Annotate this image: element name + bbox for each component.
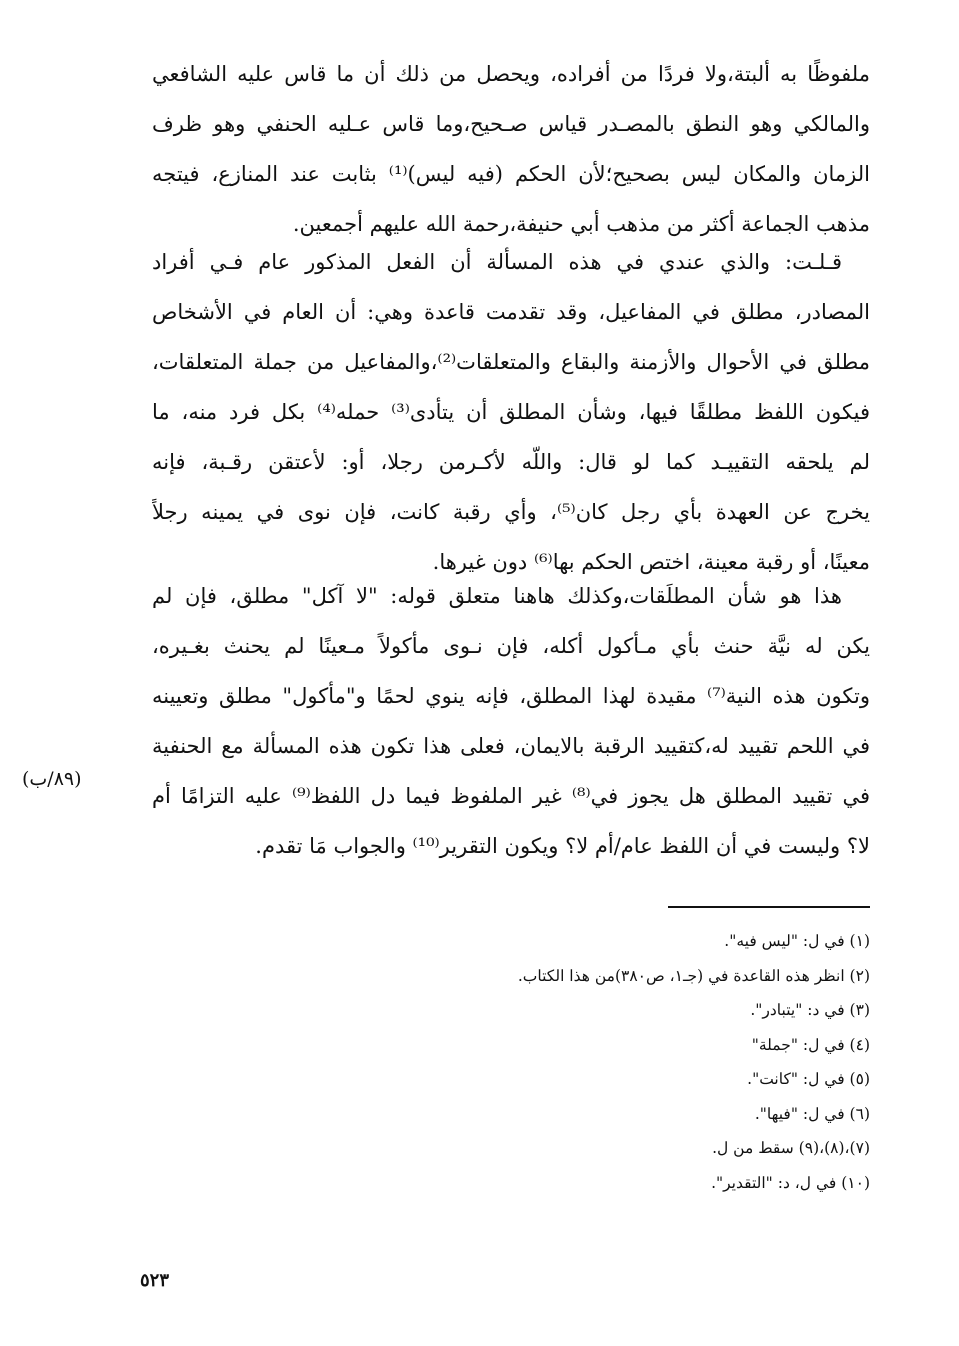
page-number: ٥٢٣ [140, 1270, 170, 1291]
text-line: فيكون اللفظ مطلقًا فيها، وشأن المطلق أن يتأدى⁽³⁾ حمله⁽⁴⁾ بكل فرد منه، ما [152, 400, 870, 424]
paragraph-1 [152, 49, 870, 249]
text-line: قـلـت: والذي عندي في هذه المسألة أن الفعل المذكور عام فـي أفراد [152, 250, 842, 274]
footnote-item: (١٠) في ل، د: "التقدير". [711, 1173, 870, 1192]
text-line: يخرج عن العهدة بأي رجل كان⁽⁵⁾، وأي رقبة كانت، فإن نوى في يمينه رجلاً [152, 500, 870, 524]
text-line: الزمان والمكان ليس بصحيح؛لأن الحكم (فيه ليس)⁽¹⁾ بثابت عند المنازع، فيتجه [152, 162, 870, 186]
text-line: في تقييد المطلق هل يجوز في⁽⁸⁾ غير الملفوظ فيما دل اللفظ⁽⁹⁾ عليه التزامًا أم [152, 784, 870, 808]
footnote-item: (٢) انظر هذه القاعدة في (جـ١، ص٣٨٠)من هذا الكتاب. [517, 966, 870, 985]
footnote-item: (١) في ل: "ليس فيه". [724, 932, 870, 950]
footnote-item: (٧)،(٨)،(٩) سقط من ل. [712, 1139, 870, 1157]
text-line: مذهب الجماعة أكثر من مذهب أبي حنيفة،رحمة الله عليهم أجمعين. [292, 212, 870, 236]
footnote-divider [668, 906, 870, 908]
text-line: يكن له نيَّة حنث بأي مـأكول أكله، فإن نـوى مأكولاً مـعينًا لم يحنث بغـيره، [152, 634, 870, 658]
text-line: معينًا، أو رقبة معينة، اختص الحكم بها⁽⁶⁾ دون غيرها. [432, 550, 870, 574]
margin-folio-note: (٨٩/ب) [22, 768, 82, 790]
text-line: ملفوظًا به ألبتة،ولا فردًا من أفراده، ويحصل من ذلك أن ما قاس عليه الشافعي [152, 62, 870, 86]
text-line: المصادر، مطلق في المفاعيل، وقد تقدمت قاعدة وهي: أن العام في الأشخاص [152, 300, 870, 324]
text-line: في اللحم تقييد له،كتقييد الرقبة بالايمان، فعلى هذا تكون هذه المسألة مع الحنفية [152, 734, 870, 758]
paragraph-2 [152, 237, 870, 587]
footnote-item: (٦) في ل: "فيها". [754, 1104, 870, 1123]
footnote-item: (٣) في د: "يتبادر". [750, 1001, 870, 1019]
paragraph-3 [152, 571, 870, 871]
text-line: مطلق في الأحوال والأزمنة والبقاع والمتعلقات⁽²⁾،والمفاعيل من جملة المتعلقات، [152, 350, 870, 374]
footnote-item: (٥) في ل: "كانت". [747, 1070, 870, 1088]
text-line: لم يلحقه التقييـد كما لو قال: واللّه لأكـرمن رجلا، أو: لأعتقن رقـبة، فإنه [152, 450, 870, 474]
text-line: هذا هو شأن المطلَقات،وكذلك هاهنا متعلق قوله: "لا آكل" مطلق، فإن لم [152, 584, 842, 608]
footnote-item: (٤) في ل: "جملة" [751, 1035, 870, 1054]
text-line: لا؟ وليست في أن اللفظ عام/أم لا؟ ويكون التقرير⁽¹⁰⁾ والجواب مَا تقدم. [255, 834, 870, 858]
text-line: وتكون هذه النية⁽⁷⁾ مقيدة لهذا المطلق، فإنه ينوي لحمًا و"مأكول" مطلق وتعيينه [152, 684, 870, 708]
text-line: والمالكي وهو النطق بالمصـدر قياس صـحيح،وما قاس عـليه الحنفي وهو ظرف [152, 112, 870, 136]
footnotes [420, 924, 870, 1200]
